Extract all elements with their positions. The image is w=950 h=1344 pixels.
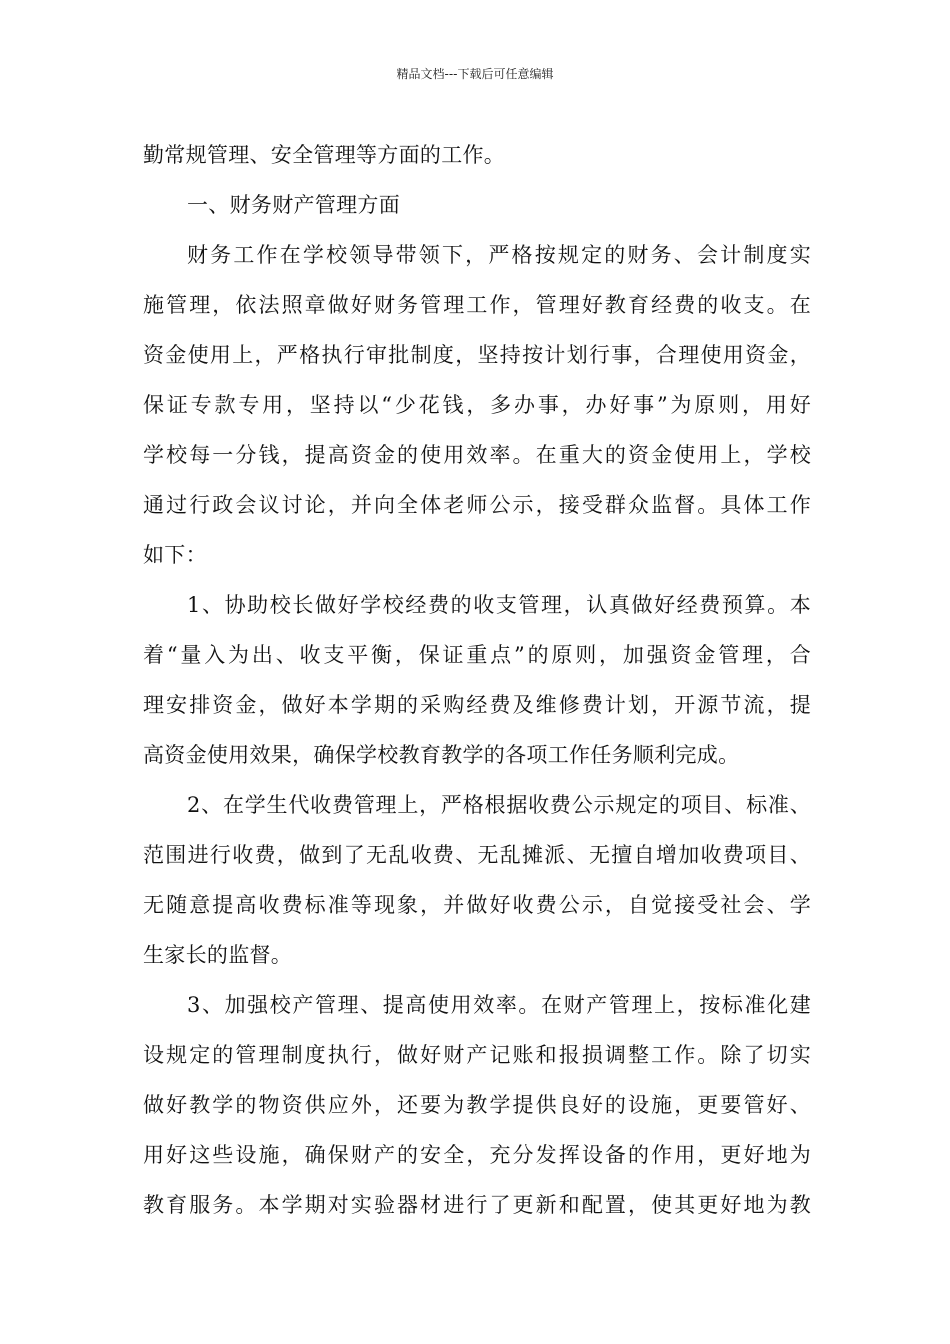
text-line: 施管理，依法照章做好财务管理工作，管理好教育经费的收支。在: [143, 293, 811, 317]
text-line: 生家长的监督。: [143, 943, 293, 967]
text-line: 用好这些设施，确保财产的安全，充分发挥设备的作用，更好地为: [143, 1143, 811, 1167]
text-line: 无随意提高收费标准等现象，并做好收费公示，自觉接受社会、学: [143, 893, 811, 917]
text-line: 范围进行收费，做到了无乱收费、无乱摊派、无擅自增加收费项目、: [143, 843, 811, 867]
text-line: 理安排资金，做好本学期的采购经费及维修费计划，开源节流，提: [143, 693, 811, 717]
text-line: 财务工作在学校领导带领下，严格按规定的财务、会计制度实: [187, 243, 811, 267]
page-header: 精品文档---下载后可任意编辑: [396, 67, 554, 81]
text-line: 3、加强校产管理、提高使用效率。在财产管理上，按标准化建: [187, 993, 811, 1017]
text-line: 2、在学生代收费管理上，严格根据收费公示规定的项目、标准、: [187, 793, 811, 817]
text-line: 高资金使用效果，确保学校教育教学的各项工作任务顺利完成。: [143, 743, 740, 767]
text-line: 做好教学的物资供应外，还要为教学提供良好的设施，更要管好、: [143, 1093, 811, 1117]
text-line: 资金使用上，严格执行审批制度，坚持按计划行事，合理使用资金，: [143, 343, 811, 367]
text-line: 保证专款专用，坚持以“少花钱，多办事，办好事”为原则，用好: [143, 393, 811, 417]
text-line: 勤常规管理、安全管理等方面的工作。: [143, 143, 506, 167]
text-line: 1、协助校长做好学校经费的收支管理，认真做好经费预算。本: [187, 593, 811, 617]
text-line: 教育服务。本学期对实验器材进行了更新和配置，使其更好地为教: [143, 1193, 811, 1217]
text-line: 着“量入为出、收支平衡，保证重点”的原则，加强资金管理，合: [143, 643, 811, 667]
text-line: 如下：: [143, 543, 207, 567]
text-line: 学校每一分钱，提高资金的使用效率。在重大的资金使用上，学校: [143, 443, 811, 467]
text-line: 设规定的管理制度执行，做好财产记账和报损调整工作。除了切实: [143, 1043, 811, 1067]
text-line: 通过行政会议讨论，并向全体老师公示，接受群众监督。具体工作: [143, 493, 811, 517]
section-heading: 一、财务财产管理方面: [187, 193, 400, 217]
document-body: [143, 130, 811, 1230]
